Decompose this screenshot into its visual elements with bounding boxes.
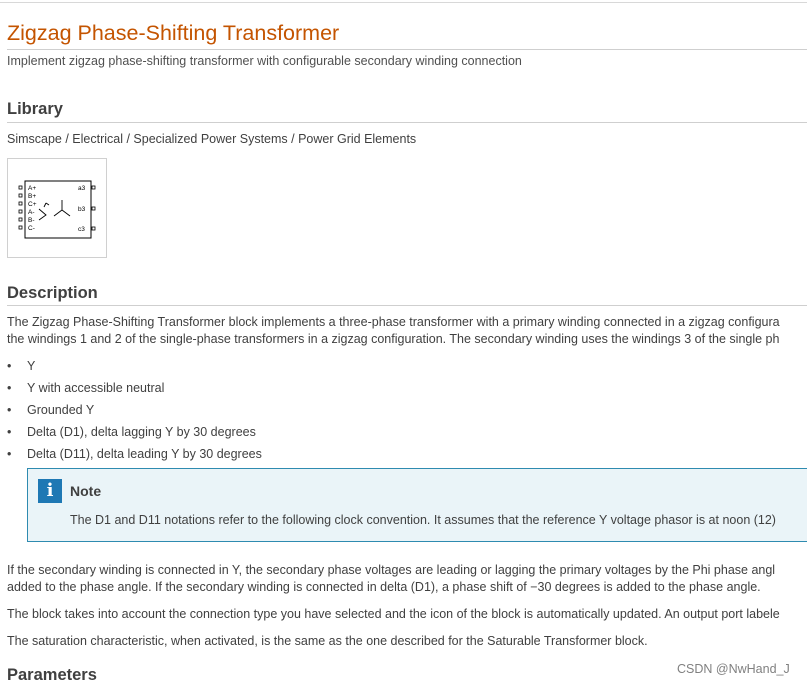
library-divider	[7, 122, 807, 123]
watermark: CSDN @NwHand_J	[677, 662, 790, 676]
port-label-a-minus: A-	[28, 209, 35, 216]
note-title: Note	[70, 483, 102, 499]
port-label-a-plus: A+	[28, 185, 37, 192]
title-divider	[7, 49, 807, 50]
page-subtitle: Implement zigzag phase-shifting transformer with configurable secondary winding connection	[7, 54, 522, 68]
right-port-markers	[92, 186, 95, 230]
description-intro-line-1: The Zigzag Phase-Shifting Transformer block implements a three-phase transformer with a primary winding connected in a zigzag configura	[7, 315, 780, 329]
paragraph-secondary-y-line-1: If the secondary winding is connected in Y, the secondary phase voltages are leading or lagging the primary voltages by the Phi phase angl	[7, 563, 776, 577]
parameters-heading: Parameters	[7, 666, 97, 684]
paragraph-secondary-y-line-2: added to the phase angle. If the secondary winding is connected in delta (D1), a phase shift of −30 degrees is added to the phase angle.	[7, 580, 761, 594]
description-intro-line-2: the windings 1 and 2 of the single-phase transformers in a zigzag configuration. The secondary winding uses the windings 3 of the single ph	[7, 332, 780, 346]
port-label-b-minus: B-	[28, 217, 35, 224]
library-path: Simscape / Electrical / Specialized Power Systems / Power Grid Elements	[7, 132, 417, 146]
library-heading: Library	[7, 100, 63, 118]
port-label-a3: a3	[78, 185, 86, 192]
port-label-c3: c3	[78, 226, 85, 233]
left-port-markers	[19, 186, 22, 229]
description-divider	[7, 305, 807, 306]
port-label-c-plus: C+	[28, 201, 37, 208]
port-label-c-minus: C-	[28, 225, 35, 232]
page-title: Zigzag Phase-Shifting Transformer	[7, 21, 340, 45]
note-text: The D1 and D11 notations refer to the following clock convention. It assumes that the reference Y voltage phasor is at noon (12)	[70, 513, 776, 527]
info-icon: i	[38, 479, 62, 503]
port-label-b3: b3	[78, 206, 86, 213]
block-icon	[7, 158, 107, 258]
top-divider	[0, 2, 807, 3]
port-label-b-plus: B+	[28, 193, 37, 200]
paragraph-connection-type: The block takes into account the connection type you have selected and the icon of the block is automatically updated. An output port labele	[7, 607, 780, 621]
block-icon-graphic	[8, 159, 106, 257]
description-heading: Description	[7, 284, 98, 302]
note-box	[27, 468, 807, 542]
paragraph-saturation: The saturation characteristic, when activated, is the same as the one described for the Saturable Transformer block.	[7, 634, 648, 648]
